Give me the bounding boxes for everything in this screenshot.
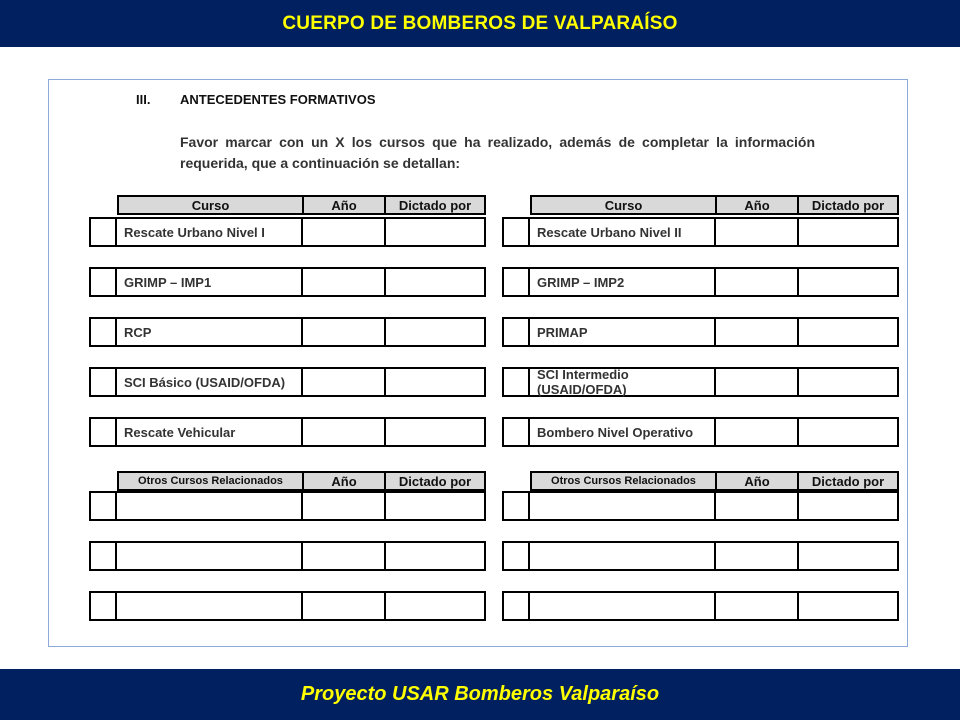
year-cell[interactable] (303, 543, 386, 569)
course-checkbox[interactable] (502, 417, 530, 447)
year-cell[interactable] (716, 419, 799, 445)
course-checkbox[interactable] (502, 541, 530, 571)
banner-title: CUERPO DE BOMBEROS DE VALPARAÍSO (282, 12, 678, 34)
year-cell[interactable] (303, 319, 386, 345)
column-header: Dictado por (811, 197, 885, 213)
course-name-cell: Rescate Vehicular (117, 419, 303, 445)
year-cell[interactable] (716, 319, 799, 345)
column-header: Año (717, 473, 799, 489)
form-document (48, 79, 908, 647)
year-cell[interactable] (716, 269, 799, 295)
taught-by-cell[interactable] (386, 543, 484, 569)
taught-by-cell[interactable] (386, 493, 484, 519)
column-header: Dictado por (811, 473, 885, 489)
course-checkbox[interactable] (502, 317, 530, 347)
instructions-text: Favor marcar con un X los cursos que ha realizado, además de completar la información requerida, que a continuación se detallan: (180, 134, 815, 171)
course-checkbox[interactable] (89, 267, 117, 297)
other-course-row (502, 541, 899, 571)
course-checkbox[interactable] (89, 217, 117, 247)
course-row (89, 317, 486, 347)
course-name-cell[interactable] (117, 543, 303, 569)
column-header: Año (717, 197, 799, 213)
year-cell[interactable] (303, 369, 386, 395)
footer-title: Proyecto USAR Bomberos Valparaíso (300, 683, 660, 705)
course-name-cell: GRIMP – IMP1 (117, 269, 303, 295)
other-course-row (89, 541, 486, 571)
year-cell[interactable] (716, 219, 799, 245)
year-cell[interactable] (716, 593, 799, 619)
course-checkbox[interactable] (502, 217, 530, 247)
course-name-cell[interactable] (530, 593, 716, 619)
column-header: Dictado por (398, 197, 472, 213)
course-name-cell: PRIMAP (530, 319, 716, 345)
taught-by-cell[interactable] (799, 493, 897, 519)
taught-by-cell[interactable] (799, 269, 897, 295)
course-checkbox[interactable] (89, 541, 117, 571)
year-cell[interactable] (303, 593, 386, 619)
column-header: Dictado por (398, 473, 472, 489)
taught-by-cell[interactable] (799, 219, 897, 245)
column-header: Año (304, 197, 386, 213)
year-cell[interactable] (303, 269, 386, 295)
taught-by-cell[interactable] (799, 369, 897, 395)
course-name-cell[interactable] (530, 493, 716, 519)
course-name-cell: Bombero Nivel Operativo (530, 419, 716, 445)
course-checkbox[interactable] (89, 491, 117, 521)
top-banner (0, 0, 960, 47)
course-row (502, 417, 899, 447)
column-header: Curso (532, 197, 717, 213)
year-cell[interactable] (303, 219, 386, 245)
course-checkbox[interactable] (502, 591, 530, 621)
course-row (89, 367, 486, 397)
other-courses-table-header (530, 471, 899, 491)
course-checkbox[interactable] (89, 591, 117, 621)
taught-by-cell[interactable] (799, 593, 897, 619)
course-row (502, 217, 899, 247)
other-course-row (89, 491, 486, 521)
course-row (89, 217, 486, 247)
year-cell[interactable] (716, 493, 799, 519)
taught-by-cell[interactable] (386, 369, 484, 395)
course-checkbox[interactable] (502, 367, 530, 397)
course-row (502, 317, 899, 347)
other-course-row (502, 591, 899, 621)
section-number: III. (136, 92, 151, 107)
taught-by-cell[interactable] (799, 319, 897, 345)
taught-by-cell[interactable] (799, 419, 897, 445)
taught-by-cell[interactable] (386, 219, 484, 245)
course-name-cell: Rescate Urbano Nivel II (530, 219, 716, 245)
year-cell[interactable] (303, 493, 386, 519)
course-row (89, 417, 486, 447)
column-header: Otros Cursos Relacionados (119, 473, 304, 489)
taught-by-cell[interactable] (386, 419, 484, 445)
year-cell[interactable] (716, 543, 799, 569)
column-header: Año (304, 473, 386, 489)
taught-by-cell[interactable] (386, 319, 484, 345)
course-row (89, 267, 486, 297)
column-header: Otros Cursos Relacionados (532, 473, 717, 489)
taught-by-cell[interactable] (386, 269, 484, 295)
course-checkbox[interactable] (502, 491, 530, 521)
course-row (502, 367, 899, 397)
course-name-cell[interactable] (530, 543, 716, 569)
course-name-cell: GRIMP – IMP2 (530, 269, 716, 295)
year-cell[interactable] (303, 419, 386, 445)
course-checkbox[interactable] (89, 417, 117, 447)
other-course-row (502, 491, 899, 521)
course-row (502, 267, 899, 297)
column-header: Curso (119, 197, 304, 213)
course-name-cell[interactable] (117, 593, 303, 619)
course-name-cell: SCI Intermedio (USAID/OFDA) (530, 369, 716, 395)
other-course-row (89, 591, 486, 621)
course-checkbox[interactable] (89, 367, 117, 397)
courses-table-header (117, 195, 486, 215)
other-courses-table-header (117, 471, 486, 491)
course-name-cell: Rescate Urbano Nivel I (117, 219, 303, 245)
course-name-cell[interactable] (117, 493, 303, 519)
course-checkbox[interactable] (502, 267, 530, 297)
course-name-cell: SCI Básico (USAID/OFDA) (117, 369, 303, 395)
taught-by-cell[interactable] (799, 543, 897, 569)
taught-by-cell[interactable] (386, 593, 484, 619)
course-name-cell: RCP (117, 319, 303, 345)
course-checkbox[interactable] (89, 317, 117, 347)
courses-table-header (530, 195, 899, 215)
section-title: ANTECEDENTES FORMATIVOS (180, 92, 376, 107)
year-cell[interactable] (716, 369, 799, 395)
bottom-banner (0, 669, 960, 720)
